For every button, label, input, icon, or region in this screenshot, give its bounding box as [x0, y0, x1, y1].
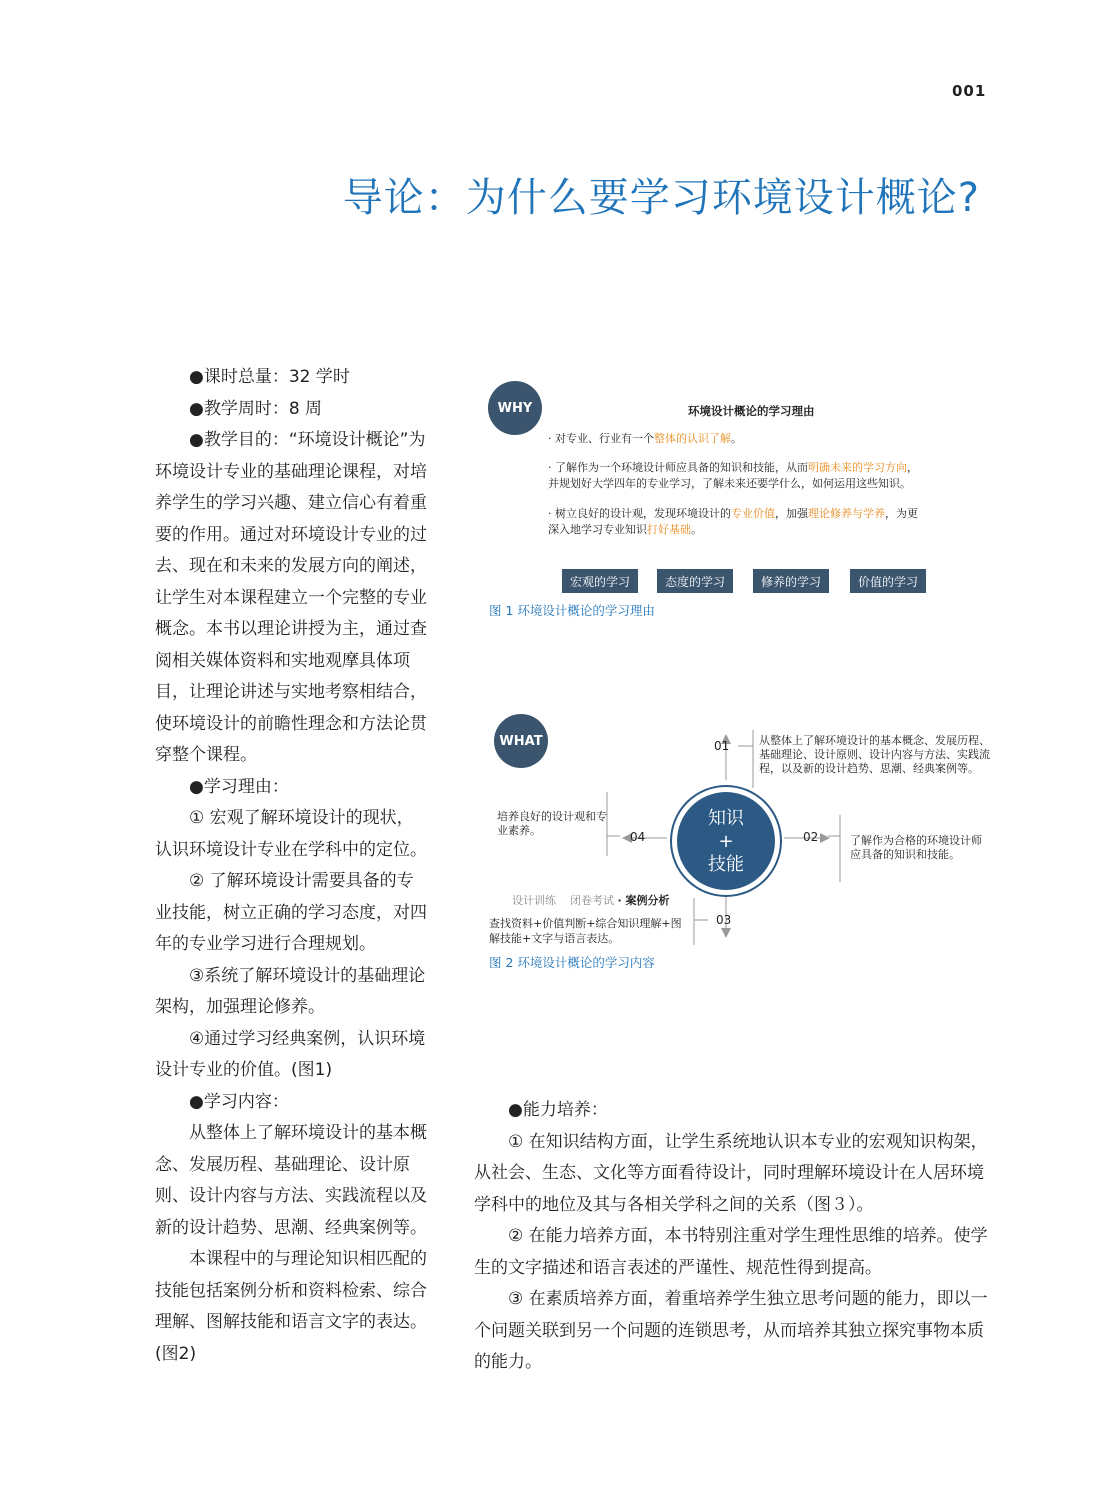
why-badge: WHY [488, 381, 542, 435]
reason-1-highlight: 整体的认识了解 [654, 432, 731, 445]
tag-value: 价值的学习 [850, 569, 926, 593]
paragraph-content-heading: ●学习内容： [189, 1091, 289, 1112]
arrow-right-head [820, 833, 830, 843]
figure1-reason-3 [548, 506, 968, 538]
paragraph-reasons-heading: ●学习理由： [189, 776, 289, 797]
reason-3-mid: ，加强 [775, 507, 808, 520]
paragraph-skills: 本课程中的与理论知识相匹配的技能包括案例分析和资料检索、综合理解、图解技能和语言文字的表达。(图2) [155, 1249, 427, 1364]
text-04: 培养良好的设计观和专业素养。 [497, 810, 607, 837]
reason-2-text: · 了解作为一个环境设计师应具备的知识和技能，从而 [548, 461, 808, 474]
paragraph-reason-1: ① 宏观了解环境设计的现状，认识环境设计专业在学科中的定位。 [155, 808, 427, 860]
training-tagline [512, 892, 670, 908]
ability-3: ③ 在素质培养方面，着重培养学生独立思考问题的能力，即以一个问题关联到另一个问题的连锁思考，从而培养其独立探究事物本质的能力。 [474, 1289, 988, 1372]
tagline-case: · 案例分析 [617, 894, 670, 907]
paragraph-reason-2: ② 了解环境设计需要具备的专业技能，树立正确的学习态度，对四年的专业学习进行合理规划。 [155, 871, 427, 954]
reason-3-text: · 树立良好的设计观，发现环境设计的 [548, 507, 731, 520]
ability-heading: ●能力培养： [508, 1100, 608, 1120]
figure1-caption: 图 1 环境设计概论的学习理由 [489, 603, 655, 618]
reason-3-highlight-1: 专业价值 [731, 507, 775, 520]
tagline-exam: 闭卷考试 [570, 894, 614, 907]
reason-3-highlight-2: 理论修养与学养 [808, 507, 885, 520]
figure1-reason-2 [548, 460, 968, 492]
ability-1: ① 在知识结构方面，让学生系统地认识本专业的宏观知识构架，从社会、生态、文化等方面看待设计，同时理解环境设计在人居环境学科中的地位及其与各相关学科之间的关系（图３）。 [474, 1131, 988, 1215]
circle-line-skills: 技能 [708, 853, 744, 875]
text-01: 从整体上了解环境设计的基本概念、发展历程、基础理论、设计原则、设计内容与方法、实践流程，以及新的设计趋势、思潮、经典案例等。 [759, 734, 990, 775]
paragraph-hours: ●课时总量：32 学时 [189, 367, 350, 387]
paragraph-weeks: ●教学周时：8 周 [189, 398, 323, 419]
paragraph-reason-3: ③系统了解环境设计的基础理论架构，加强理论修养。 [155, 965, 426, 1017]
tag-macro: 宏观的学习 [562, 569, 638, 593]
reason-2-highlight: 明确未来的学习方向 [808, 461, 907, 474]
figure1-reason-1 [548, 431, 968, 447]
label-04: 04 [630, 830, 646, 844]
tagline-training: 设计训练 [512, 894, 556, 907]
tag-attitude: 态度的学习 [657, 569, 733, 593]
reason-3-line2: 深入地学习专业知识 [548, 523, 647, 536]
knowledge-skills-circle [677, 792, 775, 890]
reason-2-line2: 并规划好大学四年的专业学习，了解未来还要学什么，如何运用这些知识。 [548, 477, 911, 490]
ability-2: ② 在能力培养方面，本书特别注重对学生理性思维的培养。使学生的文字描述和语言表述的严谨性、规范性得到提高。 [474, 1226, 988, 1278]
what-badge: WHAT [494, 714, 548, 768]
page-title: 导论：为什么要学习环境设计概论? [342, 175, 980, 221]
text-02: 了解作为合格的环境设计师应具备的知识和技能。 [850, 834, 982, 861]
label-01: 01 [714, 739, 730, 753]
right-column [474, 1095, 989, 1379]
figure2-caption: 图 2 环境设计概论的学习内容 [489, 955, 655, 970]
reason-2-mid: ， [907, 461, 918, 474]
reason-3-end: 。 [691, 523, 702, 536]
paragraph-purpose: ●教学目的：“环境设计概论”为环境设计专业的基础理论课程，对培养学生的学习兴趣、建立信心有着重要的作用。通过对环境设计专业的过去、现在和未来的发展方向的阐述，让学生对本课程建立一个完整的专业概念。本书以理论讲授为主，通过查阅相关媒体资料和实地观摩具体项目，让理论讲述与实地考察相结合，使环境设计的前瞻性理念和方法论贯穿整个课程。 [155, 430, 427, 765]
arrow-down-head [721, 928, 731, 938]
label-03: 03 [716, 913, 732, 927]
reason-3-mid2: ，为更 [885, 507, 918, 520]
reason-1-end: 。 [731, 432, 742, 445]
paragraph-content: 从整体上了解环境设计的基本概念、发展历程、基础理论、设计原则、设计内容与方法、实践流程以及新的设计趋势、思潮、经典案例等。 [155, 1123, 427, 1238]
text-03: 查找资料+价值判断+综合知识理解+图解技能+文字与语言表达。 [489, 917, 682, 945]
label-02: 02 [803, 830, 819, 844]
reason-1-text: · 对专业、行业有一个 [548, 432, 654, 445]
figure1-heading: 环境设计概论的学习理由 [688, 404, 815, 418]
left-column [155, 362, 427, 1370]
circle-line-plus: + [718, 830, 734, 852]
page-number: 001 [952, 82, 987, 100]
reason-3-highlight-3: 打好基础 [647, 523, 691, 536]
circle-line-knowledge: 知识 [708, 807, 744, 829]
paragraph-reason-4: ④通过学习经典案例，认识环境设计专业的价值。(图1) [155, 1028, 426, 1080]
tag-cultivation: 修养的学习 [753, 569, 829, 593]
